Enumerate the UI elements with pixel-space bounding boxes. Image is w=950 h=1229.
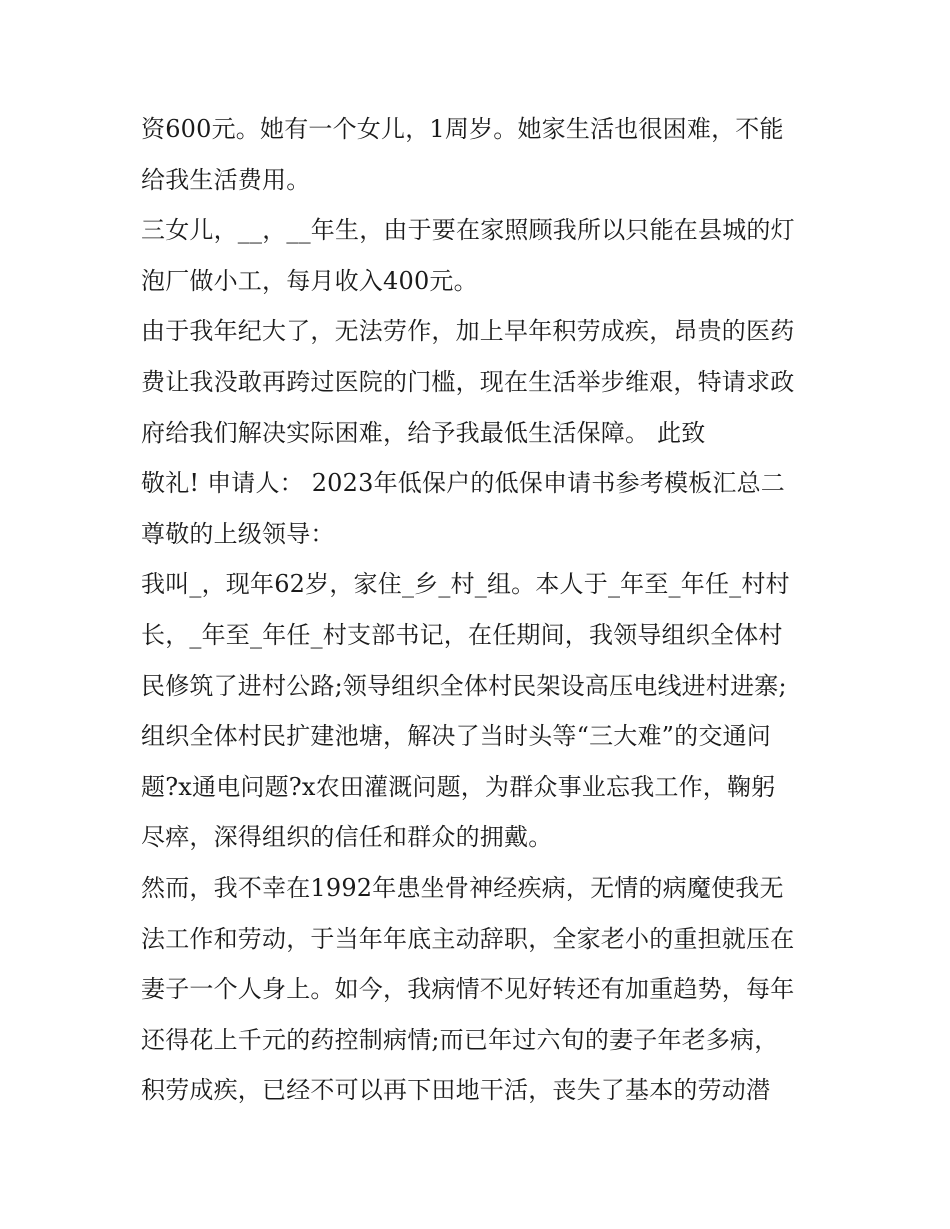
text-line: 由于我年纪大了，无法劳作，加上早年积劳成疾，昂贵的医药 xyxy=(141,317,795,346)
text-line: 敬礼! 申请人： 2023年低保户的低保申请书参考模板汇总二 xyxy=(141,469,785,498)
text-line: 我叫_，现年62岁，家住_乡_村_组。本人于_年至_年任_村村 xyxy=(141,570,790,599)
text-line: 然而，我不幸在1992年患坐骨神经疾病，无情的病魔使我无 xyxy=(141,873,784,902)
text-line: 题?x通电问题?x农田灌溉问题，为群众事业忘我工作，鞠躬 xyxy=(141,772,776,801)
text-line: 组织全体村民扩建池塘，解决了当时头等“三大难”的交通问 xyxy=(141,722,771,751)
text-line: 尽瘁，深得组织的信任和群众的拥戴。 xyxy=(141,823,553,852)
text-line: 长，_年至_年任_村支部书记，在任期间，我领导组织全体村 xyxy=(141,620,783,649)
text-line: 积劳成疾，已经不可以再下田地干活，丧失了基本的劳动潜 xyxy=(141,1076,771,1105)
text-line: 泡厂做小工，每月收入400元。 xyxy=(141,266,478,295)
text-line: 三女儿，__，__年生，由于要在家照顾我所以只能在县城的灯 xyxy=(141,216,795,245)
text-line: 费让我没敢再跨过医院的门槛，现在生活举步维艰，特请求政 xyxy=(141,367,795,396)
text-line: 民修筑了进村公路;领导组织全体村民架设高压电线进村进寨; xyxy=(141,671,787,700)
document-body xyxy=(141,104,821,1116)
text-line: 法工作和劳动，于当年年底主动辞职，全家老小的重担就压在 xyxy=(141,924,795,953)
text-line: 尊敬的上级领导： xyxy=(141,519,335,548)
text-line: 资600元。她有一个女儿，1周岁。她家生活也很困难，不能 xyxy=(141,115,784,143)
text-line: 给我生活费用。 xyxy=(141,165,311,194)
text-line: 府给我们解决实际困难，给予我最低生活保障。 此致 xyxy=(141,418,706,447)
text-line: 还得花上千元的药控制病情;而已年过六旬的妻子年老多病， xyxy=(141,1025,779,1054)
text-line: 妻子一个人身上。如今，我病情不见好转还有加重趋势，每年 xyxy=(141,975,795,1004)
